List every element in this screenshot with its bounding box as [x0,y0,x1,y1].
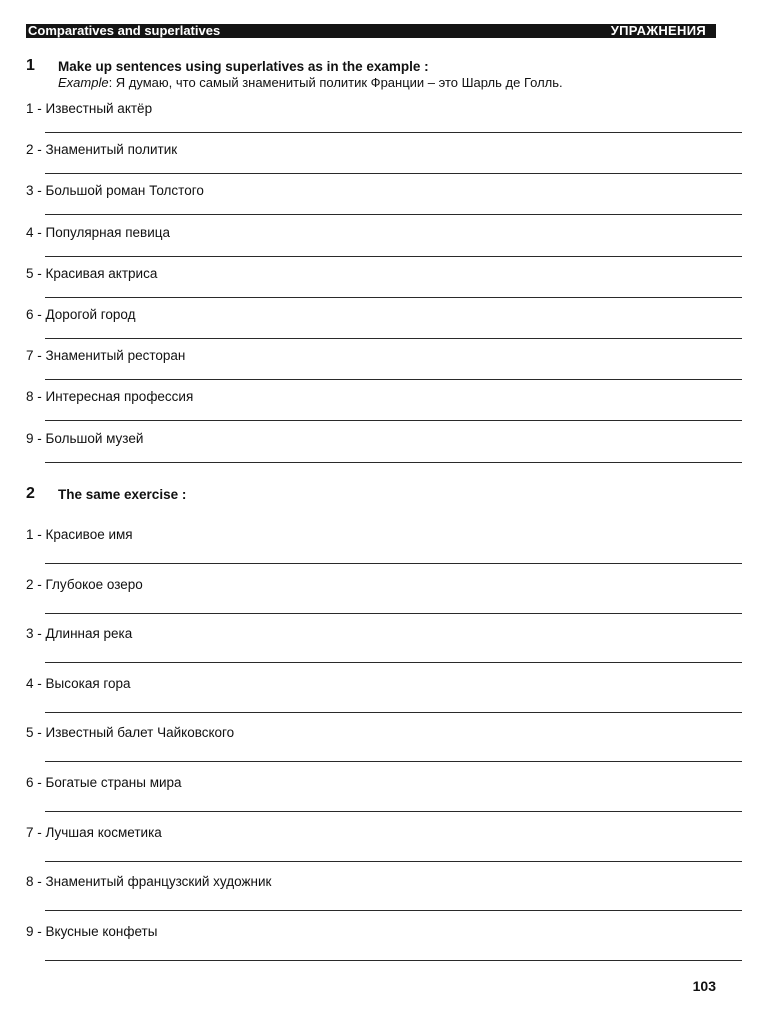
header-left-title: Comparatives and superlatives [28,23,221,38]
exercise-item [26,775,726,811]
exercise-item [26,142,726,178]
example-text: : Я думаю, что самый знаменитый политик Франции – это Шарль де Голль. [108,75,563,90]
answer-line[interactable] [45,811,742,812]
answer-line[interactable] [45,173,742,174]
exercise-item [26,676,726,712]
exercise-item-text: 3 - Длинная река [26,626,133,642]
exercise-item [26,626,726,662]
exercise-item-text: 2 - Глубокое озеро [26,576,143,592]
exercise-item [26,874,726,910]
exercise-item [26,924,726,960]
answer-line[interactable] [45,960,742,961]
answer-line[interactable] [45,420,742,421]
exercise-item [26,225,726,261]
exercise-item-text: 8 - Интересная профессия [26,389,194,405]
header-bar [26,24,716,38]
exercise-item-text: 9 - Вкусные конфеты [26,923,158,939]
exercise-item [26,725,726,761]
answer-line[interactable] [45,214,742,215]
answer-line[interactable] [45,379,742,380]
answer-line[interactable] [45,256,742,257]
exercise-item-text: 1 - Красивое имя [26,527,133,542]
exercise-item-text: 6 - Дорогой город [26,307,136,322]
exercise-item-text: 7 - Лучшая косметика [26,824,162,840]
answer-line[interactable] [45,712,742,713]
page-number: 103 [692,978,716,994]
exercise-item [26,183,726,219]
exercise-2-instruction: The same exercise : [58,487,187,502]
answer-line[interactable] [45,338,742,339]
exercise-item-text: 6 - Богатые страны мира [26,775,182,790]
exercise-item [26,825,726,861]
exercise-item [26,389,726,425]
exercise-item-text: 3 - Большой роман Толстого [26,183,204,199]
answer-line[interactable] [45,761,742,762]
exercise-item [26,348,726,384]
answer-line[interactable] [45,613,742,614]
exercise-item-text: 5 - Красивая актриса [26,265,158,281]
exercise-item-text: 7 - Знаменитый ресторан [26,348,186,364]
exercise-item [26,101,726,137]
exercise-item-text: 5 - Известный балет Чайковского [26,725,235,741]
exercise-item [26,307,726,343]
answer-line[interactable] [45,861,742,862]
exercise-item-text: 4 - Высокая гора [26,675,131,691]
exercise-item [26,527,726,563]
exercise-1-instruction: Make up sentences using superlatives as in the example : [58,59,429,74]
answer-line[interactable] [45,910,742,911]
exercise-item [26,577,726,613]
exercise-item-text: 1 - Известный актёр [26,101,153,116]
example-label: Example [58,75,109,90]
exercise-1-number: 1 [26,57,35,74]
exercise-1-example [58,75,563,90]
answer-line[interactable] [45,462,742,463]
exercise-item [26,431,726,467]
exercise-2-number: 2 [26,485,35,502]
exercise-item-text: 2 - Знаменитый политик [26,142,178,158]
exercise-item [26,266,726,302]
exercise-item-text: 4 - Популярная певица [26,224,170,240]
answer-line[interactable] [45,662,742,663]
exercise-item-text: 9 - Большой музей [26,430,144,446]
answer-line[interactable] [45,563,742,564]
answer-line[interactable] [45,132,742,133]
header-right-title: УПРАЖНЕНИЯ [610,23,706,38]
exercise-item-text: 8 - Знаменитый французский художник [26,874,272,890]
answer-line[interactable] [45,297,742,298]
